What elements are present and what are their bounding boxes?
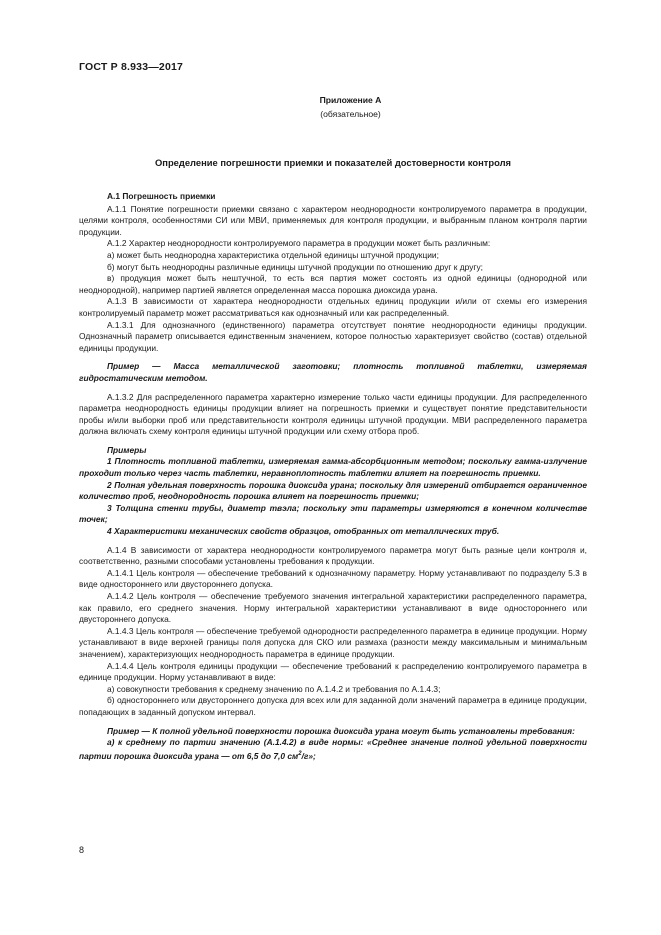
paragraph-a1131: А.1.3.1 Для однозначного (единственного) параметра отсутствует понятие неоднородности единицы продукции. Однозначный параметр описывается единственным значением, которое полностью характеризует свойство (состав) отдельной единицы продукции. [79, 319, 587, 353]
paragraph-a1132: А.1.3.2 Для распределенного параметра характерно измерение только части единицы продукции. Для распределенного параметра неоднородность единицы продукции влияет на погрешность приемки и существует понятие представительности пробы и/или выборки проб или представительности контроля единицы штучной продукции. МВИ распределенного параметра должна включать схему контроля единицы штучной продукции или схему отбора проб. [79, 391, 587, 437]
unit-superscript: 2 [298, 750, 302, 757]
paragraph-a1144: А.1.4.4 Цель контроля единицы продукции — обеспечение требований к распределению контролируемого параметра в единице продукции. Норму устанавливают в виде: [79, 660, 587, 683]
example-list-item-3: 3 Толщина стенки трубы, диаметр твэла; поскольку эти параметры измеряются в конечном количестве точек; [79, 502, 587, 525]
example-final-item-a-text: а) к среднему по партии значению (А.1.4.2) в виде нормы: «Среднее значение полной удельной поверхности партии порошка диоксида урана — от 6,5 до 7,0 см [79, 737, 587, 761]
appendix-title: Приложение А [319, 95, 382, 105]
section-heading: А.1 Погрешность приемки [107, 191, 216, 201]
document-title: Определение погрешности приемки и показателей достоверности контроля [155, 157, 511, 168]
example-list-item-2: 2 Полная удельная поверхность порошка диоксида урана; поскольку для измерений отбирается ограниченное количество проб, неоднородность порошка влияет на погрешность приемки; [79, 479, 587, 502]
standard-code: ГОСТ Р 8.933—2017 [79, 61, 184, 73]
paragraph-a1141: А.1.4.1 Цель контроля — обеспечение требований к однозначному параметру. Норму устанавливают по подразделу 5.3 в виде одностороннего или двустороннего допуска. [79, 567, 587, 590]
example-list-item-4: 4 Характеристики механических свойств образцов, отобранных от металлических труб. [107, 526, 500, 537]
example-final-item-a [79, 737, 587, 762]
paragraph-a1142: А.1.4.2 Цель контроля — обеспечение требуемого значения интегральной характеристики распределенного параметра, как правило, его среднего значения. Норму интегральной характеристики устанавливают в виде одностороннего или двустороннего допуска. [79, 591, 587, 625]
paragraph-a112: А.1.2 Характер неоднородности контролируемого параметра в продукции может быть различным: [107, 238, 491, 249]
list-item-a112-a: а) может быть неоднородна характеристика отдельной единицы штучной продукции; [107, 249, 439, 260]
list-item-a1144-b: б) одностороннего или двустороннего допуска для всех или для заданной доли значений параметра в единице продукции, попадающих в заданный допуском интервал. [79, 695, 587, 717]
example-list-item-1: 1 Плотность топливной таблетки, измеряемая гамма-абсорбционным методом; поскольку гамма-излучение проходит только через часть таблетки, неравноплотность таблетки влияет на погрешность приемки. [79, 456, 587, 479]
paragraph-a111: А.1.1 Понятие погрешности приемки связано с характером неоднородности контролируемого параметра в продукции, целями контроля, особенностями СИ или МВИ, применяемых для контроля продукции, и выбранным планом контроля партии продукции. [79, 203, 587, 237]
list-item-a112-b: б) могут быть неоднородны различные единицы штучной продукции по отношению друг к другу; [107, 261, 483, 272]
document-body [79, 191, 587, 762]
appendix-header [0, 93, 661, 121]
paragraph-a1143: А.1.4.3 Цель контроля — обеспечение требуемой однородности распределенного параметра в единице продукции. Норму устанавливают в виде верхней границы поля допуска для СКО или размаха (разности между максимальным и минимальным значением), характеризующих неоднородность параметра в единице продукции. [79, 625, 587, 659]
example-final: Пример — К полной удельной поверхности порошка диоксида урана могут быть установлены требования: [107, 725, 575, 736]
paragraph-a113: А.1.3 В зависимости от характера неоднородности отдельных единиц продукции и/или от схемы его измерения контролируемый параметр может рассматриваться как однозначный или как распределенный. [79, 296, 587, 318]
example-final-item-a-suffix: /г»; [301, 750, 316, 761]
list-item-a1144-a: а) совокупности требования к среднему значению по А.1.4.2 и требования по А.1.4.3; [107, 683, 441, 694]
page-number: 8 [79, 845, 85, 855]
examples-heading: Примеры [107, 444, 147, 455]
list-item-a112-c: в) продукция может быть нештучной, то есть вся партия может состоять из одной единицы (однородной или неоднородной), например партией является определенная масса порошка диоксида урана. [79, 273, 587, 295]
paragraph-a114: А.1.4 В зависимости от характера неоднородности контролируемого параметра могут быть разные цели контроля и, соответственно, разными способами установлены требования к продукции. [79, 544, 587, 567]
appendix-status: (обязательное) [320, 109, 381, 119]
example-1: Пример — Масса металлической заготовки; плотность топливной таблетки, измеряемая гидростатическим методом. [79, 361, 587, 383]
